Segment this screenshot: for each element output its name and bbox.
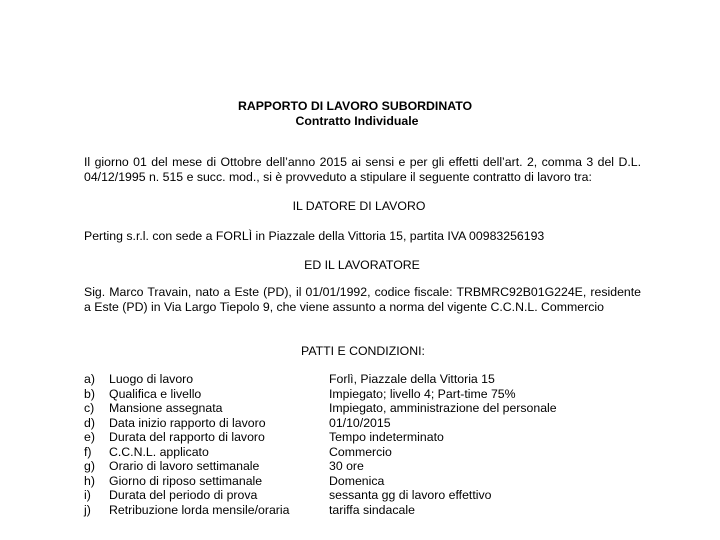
terms-heading: PATTI E CONDIZIONI:	[301, 344, 425, 358]
term-letter: g)	[84, 459, 95, 473]
term-label: Data inizio rapporto di lavoro	[109, 415, 266, 430]
term-letter: a)	[84, 372, 95, 386]
terms-list	[84, 372, 644, 517]
worker-heading: ED IL LAVORATORE	[304, 258, 420, 272]
employer-heading: IL DATORE DI LAVORO	[292, 199, 426, 213]
term-letter: d)	[84, 415, 95, 430]
term-value: Impiegato, amministrazione del personale	[329, 401, 557, 415]
document-subtitle: Contratto Individuale	[295, 114, 419, 128]
worker-paragraph: Sig. Marco Travain, nato a Este (PD), il 01/01/1992, codice fiscale: TRBMRC92B01G224E, residente a Este (PD) in Via Largo Tiepolo 9, che viene assunto a norma del vigente C.C.N.L. Commercio	[84, 285, 641, 314]
term-row	[84, 445, 644, 460]
term-letter: j)	[84, 502, 91, 517]
term-label: Orario di lavoro settimanale	[109, 459, 260, 473]
term-letter: h)	[84, 473, 95, 488]
term-label: Retribuzione lorda mensile/oraria	[109, 502, 290, 517]
term-value: Impiegato; livello 4; Part-time 75%	[329, 386, 516, 401]
term-label: C.C.N.L. applicato	[109, 444, 209, 459]
term-row	[84, 372, 644, 387]
employer-paragraph: Perting s.r.l. con sede a FORLÌ in Piazzale della Vittoria 15, partita IVA 00983256193	[84, 229, 545, 243]
term-row	[84, 416, 644, 431]
term-label: Qualifica e livello	[109, 386, 202, 401]
term-letter: c)	[84, 401, 95, 415]
term-label: Giorno di riposo settimanale	[109, 473, 263, 488]
term-value: Commercio	[329, 444, 392, 459]
term-label: Mansione assegnata	[109, 401, 223, 415]
term-value: sessanta gg di lavoro effettivo	[329, 488, 492, 502]
document-title: RAPPORTO DI LAVORO SUBORDINATO	[237, 99, 473, 113]
term-value: Tempo indeterminato	[329, 430, 444, 444]
term-value: Domenica	[329, 473, 385, 488]
term-value: Forlì, Piazzale della Vittoria 15	[329, 372, 495, 386]
term-letter: b)	[84, 386, 95, 401]
term-row	[84, 488, 644, 503]
term-row	[84, 474, 644, 489]
term-value: tariffa sindacale	[329, 502, 415, 517]
term-row	[84, 387, 644, 402]
term-value: 01/10/2015	[329, 415, 391, 430]
term-value: 30 ore	[329, 459, 364, 473]
intro-paragraph: Il giorno 01 del mese di Ottobre dell’anno 2015 ai sensi e per gli effetti dell’art. 2, comma 3 del D.L. 04/12/1995 n. 515 e succ. mod., si è provveduto a stipulare il seguente contratto di lavoro tra:	[84, 155, 641, 184]
term-row	[84, 401, 644, 416]
term-row	[84, 430, 644, 445]
term-label: Luogo di lavoro	[109, 372, 194, 386]
term-row	[84, 503, 644, 518]
term-label: Durata del periodo di prova	[109, 488, 258, 502]
term-label: Durata del rapporto di lavoro	[109, 430, 265, 444]
term-letter: e)	[84, 430, 95, 444]
term-letter: f)	[84, 444, 92, 459]
term-letter: i)	[84, 488, 91, 502]
term-row	[84, 459, 644, 474]
